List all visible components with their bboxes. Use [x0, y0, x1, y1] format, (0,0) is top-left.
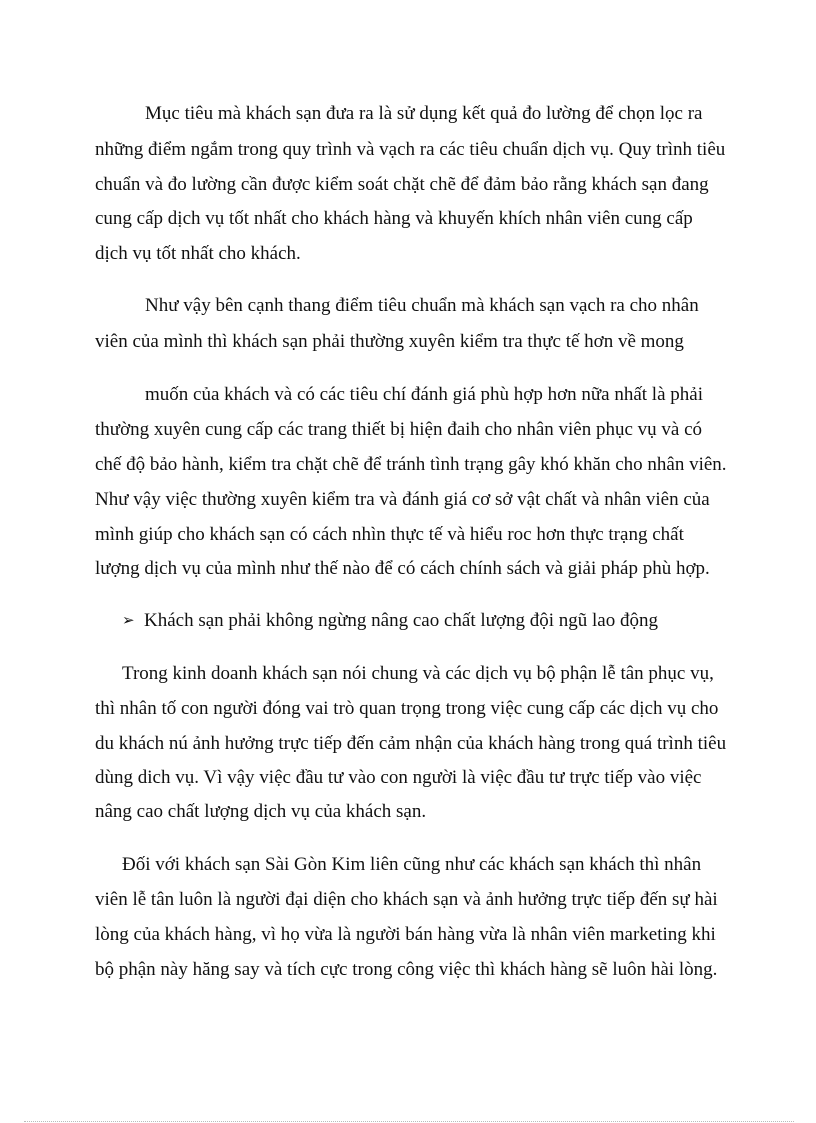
paragraph-5-line-3: lòng của khách hàng, vì họ vừa là người bán hàng vừa là nhân viên marketing khi — [95, 924, 716, 945]
paragraph-1-line-3: chuẩn và đo lường cần được kiểm soát chặt chẽ để đảm bảo rằng khách sạn đang — [95, 174, 709, 195]
paragraph-1-line-5: dịch vụ tốt nhất cho khách. — [95, 243, 301, 264]
paragraph-1-line-4: cung cấp dịch vụ tốt nhất cho khách hàng và khuyến khích nhân viên cung cấp — [95, 208, 693, 229]
paragraph-5-line-4: bộ phận này hăng say và tích cực trong công việc thì khách hàng sẽ luôn hài lòng. — [95, 959, 718, 980]
page-bottom-rule — [24, 1121, 794, 1122]
paragraph-4-line-5: nâng cao chất lượng dịch vụ của khách sạn. — [95, 801, 427, 822]
paragraph-3-line-6: lượng dịch vụ của mình như thế nào để có cách chính sách và giải pháp phù hợp. — [95, 558, 710, 579]
paragraph-4-line-2: thì nhân tố con người đóng vai trò quan trọng trong việc cung cấp các dịch vụ cho — [95, 698, 719, 719]
paragraph-1-line-1: Mục tiêu mà khách sạn đưa ra là sử dụng kết quả đo lường để chọn lọc ra — [145, 103, 703, 124]
bullet-heading-text: Khách sạn phải không ngừng nâng cao chất lượng đội ngũ lao động — [144, 610, 658, 631]
paragraph-1-line-2: những điểm ngắm trong quy trình và vạch ra các tiêu chuẩn dịch vụ. Quy trình tiêu — [95, 139, 726, 160]
paragraph-3-line-4: Như vậy việc thường xuyên kiểm tra và đánh giá cơ sở vật chất và nhân viên của — [95, 489, 710, 510]
paragraph-5-line-1: Đối với khách sạn Sài Gòn Kim liên cũng như các khách sạn khách thì nhân — [122, 854, 702, 875]
paragraph-3-line-3: chế độ bảo hành, kiểm tra chặt chẽ để tránh tình trạng gây khó khăn cho nhân viên. — [95, 454, 727, 475]
paragraph-5-line-2: viên lễ tân luôn là người đại diện cho khách sạn và ảnh hưởng trực tiếp đến sự hài — [95, 889, 718, 910]
paragraph-2-line-2: viên của mình thì khách sạn phải thường xuyên kiểm tra thực tế hơn về mong — [95, 331, 684, 352]
paragraph-4-line-1: Trong kinh doanh khách sạn nói chung và các dịch vụ bộ phận lễ tân phục vụ, — [122, 663, 714, 684]
paragraph-4-line-4: dùng dich vụ. Vì vậy việc đầu tư vào con người là việc đầu tư trực tiếp vào việc — [95, 767, 702, 788]
paragraph-3-line-1: muốn của khách và có các tiêu chí đánh giá phù hợp hơn nữa nhất là phải — [145, 384, 703, 405]
paragraph-4-line-3: du khách nú ảnh hưởng trực tiếp đến cảm nhận của khách hàng trong quá trình tiêu — [95, 733, 727, 754]
paragraph-3-line-2: thường xuyên cung cấp các trang thiết bị hiện đaih cho nhân viên phục vụ và có — [95, 419, 703, 440]
paragraph-2-line-1: Như vậy bên cạnh thang điểm tiêu chuẩn mà khách sạn vạch ra cho nhân — [145, 295, 699, 316]
bullet-heading — [122, 608, 658, 633]
paragraph-3-line-5: mình giúp cho khách sạn có cách nhìn thực tế và hiểu roc hơn thực trạng chất — [95, 524, 684, 545]
arrow-bullet-icon: ➢ — [122, 611, 135, 629]
